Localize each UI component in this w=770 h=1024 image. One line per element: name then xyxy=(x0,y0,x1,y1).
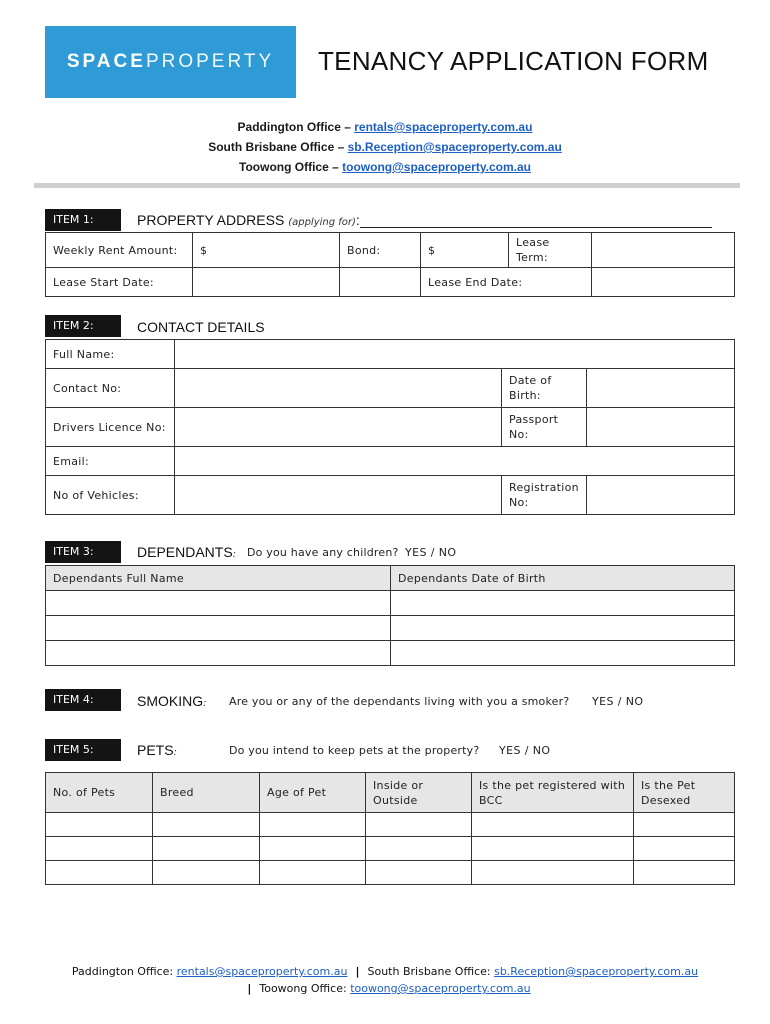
dependants-name-header: Dependants Full Name xyxy=(46,566,391,591)
footer-toowong-label: Toowong Office: xyxy=(259,982,351,995)
contact-no-field[interactable] xyxy=(175,369,502,408)
lease-end-label: Lease End Date: xyxy=(421,268,592,297)
registration-field[interactable] xyxy=(587,476,735,515)
pets-age-header: Age of Pet xyxy=(260,773,366,813)
dob-label: Date of Birth: xyxy=(502,369,587,408)
form-title: TENANCY APPLICATION FORM xyxy=(318,46,709,76)
dob-field[interactable] xyxy=(587,369,735,408)
table-row xyxy=(46,861,735,885)
pet-cell[interactable] xyxy=(366,813,472,837)
pet-cell[interactable] xyxy=(153,837,260,861)
weekly-rent-field[interactable]: $ xyxy=(193,233,340,268)
table-row xyxy=(46,616,735,641)
office-toowong: Toowong Office – toowong@spaceproperty.com.au xyxy=(239,160,531,174)
pet-cell[interactable] xyxy=(46,861,153,885)
pets-desexed-header: Is the Pet Desexed xyxy=(634,773,735,813)
bond-field[interactable]: $ xyxy=(421,233,509,268)
office-south-brisbane: South Brisbane Office – sb.Reception@spaceproperty.com.au xyxy=(208,140,562,154)
pet-cell[interactable] xyxy=(634,813,735,837)
lease-start-field-cont[interactable] xyxy=(340,268,421,297)
dependants-dob-header: Dependants Date of Birth xyxy=(391,566,735,591)
pet-cell[interactable] xyxy=(634,837,735,861)
table-row xyxy=(46,813,735,837)
email-link-paddington[interactable]: rentals@spaceproperty.com.au xyxy=(354,120,533,134)
passport-label: Passport No: xyxy=(502,408,587,447)
dependant-dob-field[interactable] xyxy=(391,591,735,616)
item-3-tag: ITEM 3: xyxy=(45,541,121,563)
pet-cell[interactable] xyxy=(153,861,260,885)
lease-start-field[interactable] xyxy=(193,268,340,297)
item-5-tag: ITEM 5: xyxy=(45,739,121,761)
contact-details-table xyxy=(45,339,735,515)
vehicles-label: No of Vehicles: xyxy=(46,476,175,515)
dependant-name-field[interactable] xyxy=(46,591,391,616)
email-link-toowong[interactable]: toowong@spaceproperty.com.au xyxy=(342,160,531,174)
pet-cell[interactable] xyxy=(260,861,366,885)
full-name-label: Full Name: xyxy=(46,340,175,369)
footer-email-toowong[interactable]: toowong@spaceproperty.com.au xyxy=(350,982,531,995)
pet-cell[interactable] xyxy=(472,837,634,861)
dependant-dob-field[interactable] xyxy=(391,641,735,666)
smoker-question: Are you or any of the dependants living with you a smoker? xyxy=(229,695,570,708)
table-row xyxy=(46,591,735,616)
table-row xyxy=(46,641,735,666)
lease-term-field[interactable] xyxy=(592,233,735,268)
children-question: Do you have any children? xyxy=(247,546,399,559)
email-label: Email: xyxy=(46,447,175,476)
footer-separator: | xyxy=(247,982,252,995)
pet-cell[interactable] xyxy=(46,813,153,837)
contact-no-label: Contact No: xyxy=(46,369,175,408)
property-address-title: PROPERTY ADDRESS (applying for): xyxy=(137,212,360,228)
pet-cell[interactable] xyxy=(260,813,366,837)
table-row xyxy=(46,837,735,861)
vehicles-field[interactable] xyxy=(175,476,502,515)
footer-line-2 xyxy=(0,980,770,997)
pet-cell[interactable] xyxy=(260,837,366,861)
company-logo xyxy=(45,26,296,98)
lease-start-label: Lease Start Date: xyxy=(46,268,193,297)
property-details-table xyxy=(45,232,735,297)
footer-email-south-brisbane[interactable]: sb.Reception@spaceproperty.com.au xyxy=(494,965,699,978)
pet-cell[interactable] xyxy=(366,837,472,861)
lease-term-label: Lease Term: xyxy=(509,233,592,268)
email-link-south-brisbane[interactable]: sb.Reception@spaceproperty.com.au xyxy=(347,140,562,154)
contact-details-title: CONTACT DETAILS xyxy=(137,319,265,335)
dependant-name-field[interactable] xyxy=(46,641,391,666)
property-address-field[interactable] xyxy=(360,227,712,228)
children-yes-no[interactable]: YES / NO xyxy=(405,546,457,559)
pet-cell[interactable] xyxy=(472,813,634,837)
smoker-yes-no[interactable]: YES / NO xyxy=(592,695,644,708)
footer-contacts xyxy=(0,963,770,997)
weekly-rent-label: Weekly Rent Amount: xyxy=(46,233,193,268)
footer-line-1 xyxy=(0,963,770,980)
item-1-tag: ITEM 1: xyxy=(45,209,121,231)
header-divider xyxy=(34,183,740,188)
passport-field[interactable] xyxy=(587,408,735,447)
item-2-tag: ITEM 2: xyxy=(45,315,121,337)
pet-cell[interactable] xyxy=(634,861,735,885)
licence-label: Drivers Licence No: xyxy=(46,408,175,447)
pet-cell[interactable] xyxy=(153,813,260,837)
pets-question: Do you intend to keep pets at the property? xyxy=(229,744,480,757)
pet-cell[interactable] xyxy=(366,861,472,885)
registration-label: Registration No: xyxy=(502,476,587,515)
smoking-title: SMOKING: xyxy=(137,693,207,709)
licence-field[interactable] xyxy=(175,408,502,447)
pets-count-header: No. of Pets xyxy=(46,773,153,813)
pet-cell[interactable] xyxy=(472,861,634,885)
footer-south-label: South Brisbane Office: xyxy=(367,965,495,978)
pets-breed-header: Breed xyxy=(153,773,260,813)
pets-yes-no[interactable]: YES / NO xyxy=(499,744,551,757)
office-paddington: Paddington Office – rentals@spaceproperty.com.au xyxy=(237,120,533,134)
office-contacts xyxy=(0,117,770,177)
footer-paddington-label: Paddington Office: xyxy=(71,965,177,978)
email-field[interactable] xyxy=(175,447,735,476)
item-4-tag: ITEM 4: xyxy=(45,689,121,711)
pets-title: PETS: xyxy=(137,742,177,758)
pets-table xyxy=(45,772,735,885)
bond-label: Bond: xyxy=(340,233,421,268)
dependant-dob-field[interactable] xyxy=(391,616,735,641)
footer-email-paddington[interactable]: rentals@spaceproperty.com.au xyxy=(176,965,348,978)
pets-registered-header: Is the pet registered with BCC xyxy=(472,773,634,813)
footer-separator: | xyxy=(355,965,360,978)
pet-cell[interactable] xyxy=(46,837,153,861)
dependant-name-field[interactable] xyxy=(46,616,391,641)
dependants-table xyxy=(45,565,735,666)
logo-text: SPACEPROPERTY xyxy=(66,51,275,72)
pets-location-header: Inside or Outside xyxy=(366,773,472,813)
full-name-field[interactable] xyxy=(175,340,735,369)
lease-end-field[interactable] xyxy=(592,268,735,297)
dependants-title: DEPENDANTS: xyxy=(137,544,237,560)
